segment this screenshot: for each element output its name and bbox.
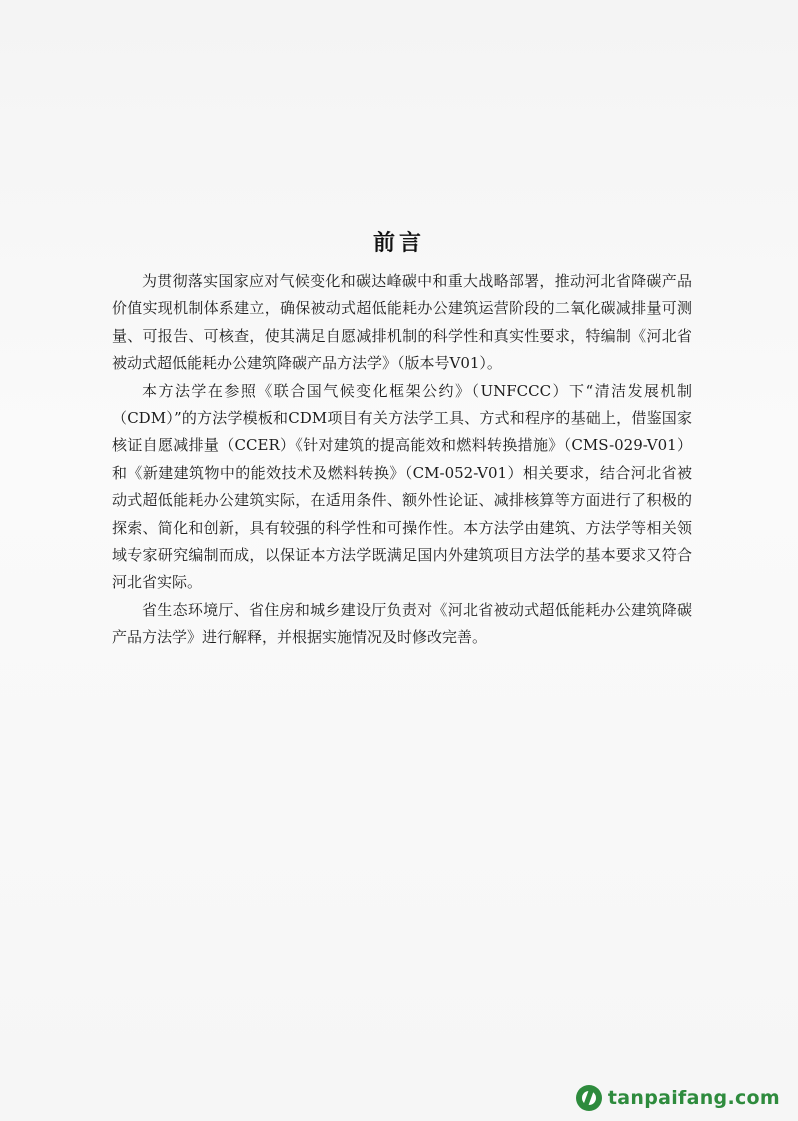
page-title: 前言 [372,231,425,256]
watermark-text: tanpaifang.com [607,1087,780,1109]
watermark [576,1083,780,1113]
paragraph-3: 省生态环境厅、省住房和城乡建设厅负责对《河北省被动式超低能耗办公建筑降碳产品方法学》进行解释，并根据实施情况及时修改完善。 [112,600,692,647]
paragraph-2: 本方法学在参照《联合国气候变化框架公约》（UNFCCC）下“清洁发展机制（CDM）”的方法学模板和CDM项目有关方法学工具、方式和程序的基础上，借鉴国家核证自愿减排量（CCER）《针对建筑的提高能效和燃料转换措施》（CMS-029-V01）和《新建建筑物中的能效技术及燃料转换》（CM-052-V01）相关要求，结合河北省被动式超低能耗办公建筑实际，在适用条件、额外性论证、减排核算等方面进行了积极的探索、简化和创新，具有较强的科学性和可操作性。本方法学由建筑、方法学等相关领域专家研究编制而成，以保证本方法学既满足国内外建筑项目方法学的基本要求又符合河北省实际。 [112,381,692,592]
body-text [112,268,692,652]
tanpaifang-logo-icon [576,1085,602,1111]
paragraph-1: 为贯彻落实国家应对气候变化和碳达峰碳中和重大战略部署，推动河北省降碳产品价值实现机制体系建立，确保被动式超低能耗办公建筑运营阶段的二氧化碳减排量可测量、可报告、可核查，使其满足自愿减排机制的科学性和真实性要求，特编制《河北省被动式超低能耗办公建筑降碳产品方法学》（版本号V01）。 [112,272,692,373]
